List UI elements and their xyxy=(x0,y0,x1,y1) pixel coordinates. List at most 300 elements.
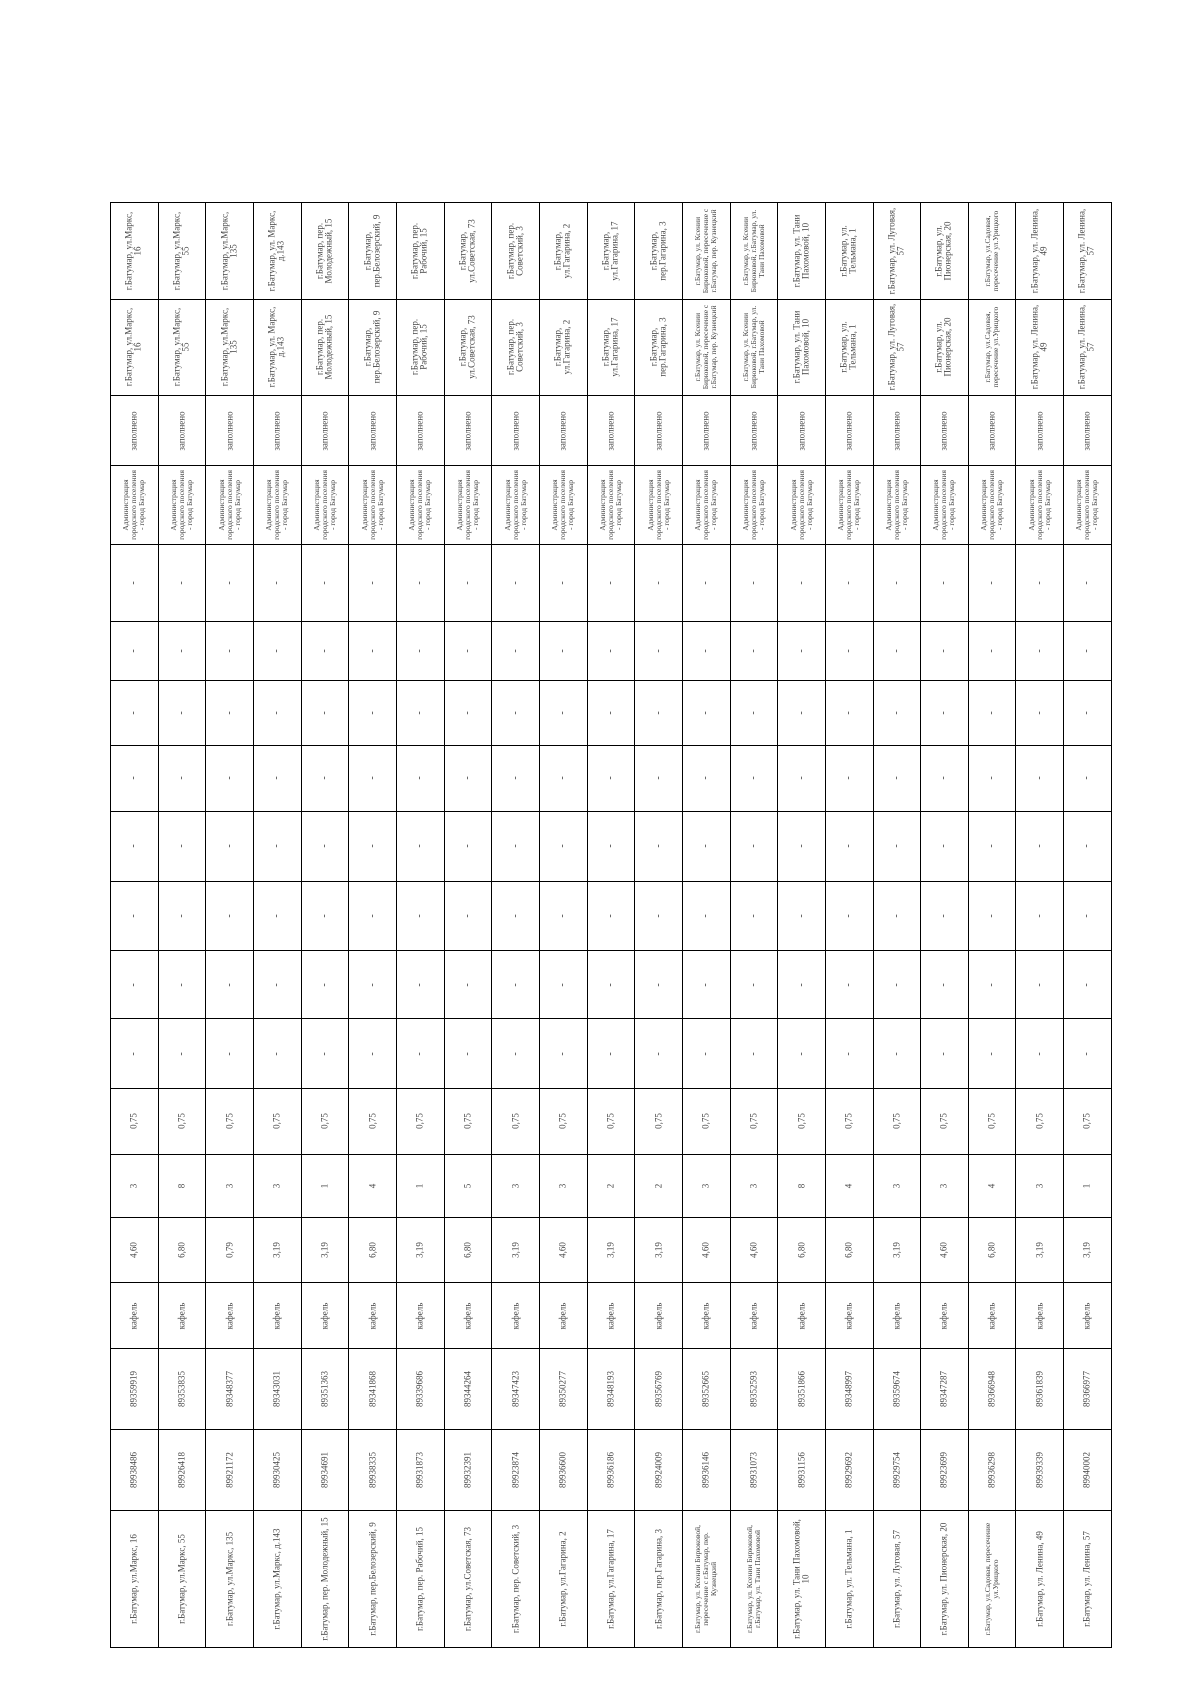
table-cell-surface-type xyxy=(682,1283,730,1349)
table-row-address-secondary xyxy=(111,299,1112,396)
cell-text-address-secondary: г.Батумар, ул.Маркс, 135 xyxy=(219,308,239,387)
table-cell-extra-5 xyxy=(158,746,206,812)
cell-text-extra-1: - xyxy=(318,1052,330,1056)
table-cell-extra-6 xyxy=(349,680,397,746)
cell-text-extra-6: - xyxy=(747,711,759,715)
cell-text-container-count: 3 xyxy=(128,1183,139,1189)
cell-text-latitude: 89936146 xyxy=(700,1452,711,1489)
table-cell-extra-4 xyxy=(968,811,1016,881)
table-cell-longitude xyxy=(158,1348,206,1429)
table-cell-owner xyxy=(1016,466,1064,545)
table-cell-owner xyxy=(587,466,635,545)
table-cell-address-primary xyxy=(349,203,397,300)
cell-text-extra-3: - xyxy=(1033,914,1045,918)
table-cell-extra-6 xyxy=(158,680,206,746)
cell-text-owner: Администрация городского поселения - город Батумар xyxy=(693,470,719,541)
cell-text-extra-5: - xyxy=(223,776,235,780)
table-cell-extra-2 xyxy=(968,951,1016,1019)
cell-text-extra-5: - xyxy=(985,776,997,780)
cell-text-extra-1: - xyxy=(1081,1052,1093,1056)
table-cell-address-primary xyxy=(158,203,206,300)
table-cell-extra-7 xyxy=(158,621,206,680)
table-row-address-primary xyxy=(111,203,1112,300)
cell-text-extra-3: - xyxy=(604,914,616,918)
table-cell-extra-3 xyxy=(587,881,635,951)
cell-text-extra-2: - xyxy=(414,983,426,987)
table-cell-address-primary xyxy=(492,203,540,300)
cell-text-extra-1: - xyxy=(128,1052,140,1056)
table-cell-location xyxy=(206,1511,254,1648)
table-cell-extra-7 xyxy=(492,621,540,680)
table-cell-latitude xyxy=(539,1430,587,1511)
cell-text-status: заполнено xyxy=(462,411,473,451)
cell-text-longitude: 89347287 xyxy=(938,1370,949,1407)
table-cell-extra-1 xyxy=(111,1019,159,1089)
table-cell-extra-2 xyxy=(1064,951,1112,1019)
table-cell-extra-3 xyxy=(444,881,492,951)
table-cell-address-primary xyxy=(396,203,444,300)
cell-text-area: 4,60 xyxy=(748,1242,759,1259)
cell-text-extra-5: - xyxy=(366,776,378,780)
cell-text-extra-1: - xyxy=(461,1052,473,1056)
cell-text-volume: 0,75 xyxy=(366,1113,377,1130)
cell-text-address-secondary: г.Батумар, ул. Ксении Бирюковой, г.Батумар, ул. Тани Пахомовой xyxy=(741,306,766,389)
cell-text-extra-2: - xyxy=(985,983,997,987)
cell-text-owner: Администрация городского поселения - город Батумар xyxy=(598,470,623,541)
cell-text-extra-8: - xyxy=(1033,581,1045,585)
table-cell-extra-1 xyxy=(778,1019,826,1089)
table-cell-longitude xyxy=(253,1348,301,1429)
table-cell-extra-1 xyxy=(349,1019,397,1089)
table-cell-extra-8 xyxy=(253,545,301,622)
cell-text-extra-4: - xyxy=(175,844,187,848)
cell-text-extra-3: - xyxy=(842,914,854,918)
table-cell-extra-8 xyxy=(968,545,1016,622)
table-cell-status xyxy=(778,396,826,466)
cell-text-location: г.Батумар, ул. Пионерская, 20 xyxy=(938,1522,949,1636)
cell-text-status: заполнено xyxy=(843,411,854,451)
table-cell-extra-2 xyxy=(206,951,254,1019)
cell-text-owner: Администрация городского поселения - город Батумар xyxy=(836,470,862,541)
table-cell-location xyxy=(682,1511,730,1648)
cell-text-address-secondary: г.Батумар, ул.Маркс, 55 xyxy=(171,308,191,387)
table-cell-extra-8 xyxy=(778,545,826,622)
cell-text-volume: 0,75 xyxy=(462,1113,473,1130)
cell-text-extra-2: - xyxy=(938,983,950,987)
table-cell-extra-7 xyxy=(111,621,159,680)
cell-text-extra-2: - xyxy=(509,983,521,987)
table-cell-container-count xyxy=(492,1154,540,1217)
table-cell-extra-1 xyxy=(444,1019,492,1089)
cell-text-container-count: 8 xyxy=(176,1183,187,1189)
table-cell-location xyxy=(730,1511,778,1648)
cell-text-location: г.Батумар, пер. Рабочий, 15 xyxy=(414,1526,425,1631)
table-cell-latitude xyxy=(111,1430,159,1511)
table-cell-longitude xyxy=(111,1348,159,1429)
cell-text-latitude: 89929754 xyxy=(891,1452,902,1489)
table-cell-location xyxy=(444,1511,492,1648)
cell-text-address-primary: г.Батумар, ул. Ксении Бирюковой, г.Батумар, ул. Тани Пахомовой xyxy=(741,209,766,293)
table-cell-address-primary xyxy=(539,203,587,300)
table-cell-status xyxy=(682,396,730,466)
table-cell-extra-7 xyxy=(349,621,397,680)
cell-text-extra-3: - xyxy=(795,914,807,918)
table-cell-owner xyxy=(539,466,587,545)
table-cell-volume xyxy=(111,1089,159,1155)
cell-text-address-secondary: г.Батумар, ул.Маркс, 16 xyxy=(123,308,144,387)
cell-text-surface-type: кафель xyxy=(462,1302,473,1330)
table-cell-area xyxy=(730,1217,778,1283)
cell-text-extra-1: - xyxy=(604,1052,616,1056)
cell-text-area: 6,80 xyxy=(366,1242,377,1259)
table-cell-extra-3 xyxy=(396,881,444,951)
table-cell-extra-4 xyxy=(206,811,254,881)
cell-text-surface-type: кафель xyxy=(1081,1302,1092,1330)
cell-text-extra-3: - xyxy=(556,914,568,918)
cell-text-area: 3,19 xyxy=(891,1242,902,1259)
cell-text-extra-7: - xyxy=(842,648,854,653)
cell-text-extra-4: - xyxy=(699,844,711,848)
cell-text-longitude: 89348997 xyxy=(843,1370,854,1407)
cell-text-extra-4: - xyxy=(318,844,330,848)
cell-text-volume: 0,75 xyxy=(891,1113,902,1130)
table-row-extra-7 xyxy=(111,621,1112,680)
table-cell-extra-3 xyxy=(539,881,587,951)
cell-text-extra-5: - xyxy=(652,776,664,780)
cell-text-extra-2: - xyxy=(271,983,283,987)
table-cell-owner xyxy=(158,466,206,545)
table-cell-owner xyxy=(253,466,301,545)
cell-text-volume: 0,75 xyxy=(223,1113,234,1130)
cell-text-extra-8: - xyxy=(461,581,473,585)
table-cell-address-secondary xyxy=(349,299,397,396)
cell-text-extra-2: - xyxy=(128,983,140,987)
cell-text-volume: 0,75 xyxy=(557,1113,568,1130)
cell-text-location: г.Батумар, ул.Маркс, д.143 xyxy=(271,1528,282,1630)
table-cell-area xyxy=(825,1217,873,1283)
cell-text-address-primary: г.Батумар, ул. Маркс, д.143 xyxy=(266,210,287,292)
cell-text-extra-6: - xyxy=(842,711,854,715)
table-cell-extra-2 xyxy=(778,951,826,1019)
cell-text-container-count: 3 xyxy=(748,1183,759,1189)
table-cell-address-secondary xyxy=(444,299,492,396)
cell-text-extra-4: - xyxy=(985,844,997,848)
table-cell-surface-type xyxy=(349,1283,397,1349)
cell-text-extra-6: - xyxy=(890,711,902,715)
cell-text-address-secondary: г.Батумар, ул. Тани Пахомовой, 10 xyxy=(791,311,811,384)
cell-text-volume: 0,75 xyxy=(509,1113,520,1130)
table-cell-status xyxy=(111,396,159,466)
cell-text-extra-7: - xyxy=(890,648,902,653)
cell-text-volume: 0,75 xyxy=(652,1113,663,1130)
table-cell-volume xyxy=(1064,1089,1112,1155)
cell-text-latitude: 89930425 xyxy=(271,1452,282,1489)
table-cell-extra-6 xyxy=(587,680,635,746)
table-cell-surface-type xyxy=(1064,1283,1112,1349)
cell-text-longitude: 89348377 xyxy=(223,1370,234,1407)
cell-text-extra-5: - xyxy=(938,776,950,780)
table-cell-container-count xyxy=(730,1154,778,1217)
cell-text-location: г.Батумар, ул. Луговая, 57 xyxy=(891,1530,902,1628)
cell-text-extra-8: - xyxy=(1081,581,1093,585)
cell-text-location: г.Батумар, пер.Гагарина, 3 xyxy=(652,1528,663,1629)
table-row-extra-4 xyxy=(111,811,1112,881)
table-cell-extra-8 xyxy=(539,545,587,622)
cell-text-extra-3: - xyxy=(271,914,283,918)
table-cell-volume xyxy=(492,1089,540,1155)
table-cell-container-count xyxy=(158,1154,206,1217)
table-cell-extra-7 xyxy=(206,621,254,680)
table-cell-surface-type xyxy=(825,1283,873,1349)
cell-text-latitude: 89934691 xyxy=(319,1452,330,1489)
table-cell-address-primary xyxy=(921,203,969,300)
cell-text-surface-type: кафель xyxy=(986,1302,997,1330)
table-cell-extra-3 xyxy=(968,881,1016,951)
cell-text-latitude: 89931073 xyxy=(748,1452,759,1489)
table-cell-extra-1 xyxy=(539,1019,587,1089)
cell-text-container-count: 3 xyxy=(557,1183,568,1189)
table-cell-surface-type xyxy=(253,1283,301,1349)
table-cell-location xyxy=(921,1511,969,1648)
cell-text-latitude: 89931156 xyxy=(795,1452,806,1488)
registry-table xyxy=(110,202,1112,1648)
cell-text-latitude: 89923699 xyxy=(938,1452,949,1489)
cell-text-extra-7: - xyxy=(461,648,473,653)
cell-text-address-primary: г.Батумар, пер. Молодежный, 15 xyxy=(314,218,334,284)
table-cell-longitude xyxy=(730,1348,778,1429)
cell-text-address-secondary: г.Батумар, пер. Молодежный, 15 xyxy=(314,315,334,380)
table-cell-extra-8 xyxy=(396,545,444,622)
cell-text-extra-8: - xyxy=(652,581,664,585)
table-cell-area xyxy=(587,1217,635,1283)
cell-text-extra-1: - xyxy=(223,1052,235,1056)
table-cell-extra-6 xyxy=(111,680,159,746)
cell-text-extra-5: - xyxy=(414,776,426,780)
table-cell-extra-6 xyxy=(396,680,444,746)
cell-text-status: заполнено xyxy=(795,411,806,451)
table-cell-longitude xyxy=(635,1348,683,1429)
table-cell-surface-type xyxy=(206,1283,254,1349)
cell-text-extra-2: - xyxy=(890,983,902,987)
table-cell-volume xyxy=(444,1089,492,1155)
table-cell-extra-6 xyxy=(682,680,730,746)
table-cell-extra-2 xyxy=(825,951,873,1019)
cell-text-area: 0,79 xyxy=(223,1242,234,1259)
cell-text-latitude: 89923874 xyxy=(509,1452,520,1489)
table-cell-location xyxy=(825,1511,873,1648)
table-cell-extra-3 xyxy=(1016,881,1064,951)
table-cell-extra-2 xyxy=(873,951,921,1019)
table-cell-extra-1 xyxy=(682,1019,730,1089)
cell-text-container-count: 3 xyxy=(1034,1183,1045,1189)
cell-text-container-count: 2 xyxy=(652,1183,663,1189)
table-cell-longitude xyxy=(349,1348,397,1429)
cell-text-location: г.Батумар, ул.Гагарина, 17 xyxy=(605,1529,616,1629)
cell-text-extra-6: - xyxy=(699,711,711,715)
table-cell-container-count xyxy=(444,1154,492,1217)
cell-text-surface-type: кафель xyxy=(557,1302,568,1330)
table-cell-volume xyxy=(921,1089,969,1155)
cell-text-longitude: 89352593 xyxy=(748,1370,759,1407)
cell-text-area: 4,60 xyxy=(938,1242,949,1259)
cell-text-status: заполнено xyxy=(366,411,377,451)
table-cell-surface-type xyxy=(111,1283,159,1349)
cell-text-longitude: 89352665 xyxy=(700,1370,711,1407)
cell-text-extra-6: - xyxy=(604,711,616,715)
cell-text-area: 3,19 xyxy=(605,1242,616,1259)
cell-text-volume: 0,75 xyxy=(938,1113,949,1130)
cell-text-area: 3,19 xyxy=(1081,1242,1092,1259)
cell-text-container-count: 3 xyxy=(700,1183,711,1189)
cell-text-latitude: 89938335 xyxy=(366,1452,377,1489)
cell-text-owner: Администрация городского поселения - город Батумар xyxy=(884,470,909,541)
table-cell-volume xyxy=(730,1089,778,1155)
cell-text-extra-6: - xyxy=(795,711,807,715)
cell-text-extra-3: - xyxy=(318,914,330,918)
table-cell-area xyxy=(873,1217,921,1283)
cell-text-extra-8: - xyxy=(842,581,854,585)
table-cell-extra-5 xyxy=(111,746,159,812)
table-cell-container-count xyxy=(682,1154,730,1217)
cell-text-container-count: 4 xyxy=(986,1183,997,1189)
cell-text-latitude: 89936298 xyxy=(986,1452,997,1489)
cell-text-status: заполнено xyxy=(271,411,282,451)
cell-text-location: г.Батумар, пер. Советский, 3 xyxy=(509,1524,520,1634)
cell-text-volume: 0,75 xyxy=(271,1113,282,1130)
cell-text-extra-6: - xyxy=(556,711,568,715)
table-cell-address-primary xyxy=(873,203,921,300)
cell-text-surface-type: кафель xyxy=(128,1302,139,1330)
table-cell-owner xyxy=(682,466,730,545)
cell-text-extra-7: - xyxy=(1081,648,1093,653)
cell-text-extra-8: - xyxy=(128,581,140,585)
table-cell-extra-5 xyxy=(682,746,730,812)
cell-text-extra-1: - xyxy=(985,1052,997,1056)
table-cell-address-primary xyxy=(587,203,635,300)
table-cell-extra-5 xyxy=(778,746,826,812)
table-cell-container-count xyxy=(206,1154,254,1217)
table-cell-volume xyxy=(1016,1089,1064,1155)
cell-text-surface-type: кафель xyxy=(605,1302,616,1330)
cell-text-extra-8: - xyxy=(795,581,807,585)
cell-text-address-secondary: г.Батумар, ул.Садовая, пересечение ул.Урицкого xyxy=(983,307,1001,388)
cell-text-extra-4: - xyxy=(890,844,902,848)
cell-text-extra-8: - xyxy=(985,581,997,585)
table-cell-container-count xyxy=(873,1154,921,1217)
table-cell-address-secondary xyxy=(587,299,635,396)
table-cell-area xyxy=(1016,1217,1064,1283)
table-cell-extra-2 xyxy=(587,951,635,1019)
cell-text-location: г.Батумар, ул.Гагарина, 2 xyxy=(557,1531,568,1627)
cell-text-container-count: 2 xyxy=(605,1183,616,1189)
cell-text-address-secondary: г.Батумар, ул. Пионерская, 20 xyxy=(934,317,954,377)
cell-text-extra-8: - xyxy=(938,581,950,585)
table-cell-address-primary xyxy=(301,203,349,300)
cell-text-owner: Администрация городского поселения - город Батумар xyxy=(741,470,766,541)
cell-text-extra-2: - xyxy=(1081,983,1093,987)
cell-text-location: г.Батумар, ул. Ленина, 57 xyxy=(1081,1531,1092,1627)
table-cell-extra-6 xyxy=(444,680,492,746)
cell-text-status: заполнено xyxy=(652,411,663,451)
cell-text-extra-7: - xyxy=(652,648,664,653)
table-cell-extra-7 xyxy=(444,621,492,680)
cell-text-extra-7: - xyxy=(271,648,283,653)
table-cell-volume xyxy=(349,1089,397,1155)
cell-text-area: 6,80 xyxy=(176,1242,187,1259)
table-cell-extra-7 xyxy=(825,621,873,680)
cell-text-surface-type: кафель xyxy=(652,1302,663,1330)
cell-text-longitude: 89344264 xyxy=(462,1370,473,1407)
cell-text-volume: 0,75 xyxy=(986,1113,997,1130)
table-cell-extra-3 xyxy=(492,881,540,951)
table-cell-address-secondary xyxy=(111,299,159,396)
table-cell-extra-8 xyxy=(921,545,969,622)
cell-text-address-secondary: г.Батумар, ул. Тельмана, 1 xyxy=(838,321,859,374)
table-cell-location xyxy=(111,1511,159,1648)
table-cell-surface-type xyxy=(539,1283,587,1349)
cell-text-extra-5: - xyxy=(1033,776,1045,780)
cell-text-container-count: 4 xyxy=(366,1183,377,1189)
table-cell-area xyxy=(682,1217,730,1283)
cell-text-extra-8: - xyxy=(223,581,235,585)
cell-text-location: г.Батумар, ул.Садовая, пересечение ул.Урицкого xyxy=(983,1522,1001,1636)
cell-text-volume: 0,75 xyxy=(176,1113,187,1130)
cell-text-area: 4,60 xyxy=(557,1242,568,1259)
cell-text-status: заполнено xyxy=(938,411,949,451)
table-cell-extra-8 xyxy=(158,545,206,622)
cell-text-latitude: 89939339 xyxy=(1034,1452,1045,1489)
cell-text-address-primary: г.Батумар, ул.Маркс, 135 xyxy=(219,211,239,291)
cell-text-extra-4: - xyxy=(1033,844,1045,848)
cell-text-longitude: 89361839 xyxy=(1034,1370,1045,1407)
table-cell-status xyxy=(873,396,921,466)
table-cell-volume xyxy=(253,1089,301,1155)
table-cell-location xyxy=(301,1511,349,1648)
cell-text-address-primary: г.Батумар, ул. Ксении Бирюковой, пересечение с г.Батумар, пер. Кузнецкий xyxy=(693,208,719,294)
cell-text-extra-6: - xyxy=(366,711,378,715)
table-cell-status xyxy=(301,396,349,466)
cell-text-extra-3: - xyxy=(699,914,711,918)
table-cell-extra-3 xyxy=(825,881,873,951)
cell-text-surface-type: кафель xyxy=(700,1302,711,1330)
cell-text-extra-2: - xyxy=(1033,983,1045,987)
table-cell-extra-4 xyxy=(682,811,730,881)
cell-text-extra-6: - xyxy=(938,711,950,715)
cell-text-volume: 0,75 xyxy=(795,1113,806,1130)
cell-text-container-count: 3 xyxy=(938,1183,949,1189)
table-cell-container-count xyxy=(1016,1154,1064,1217)
table-cell-extra-6 xyxy=(301,680,349,746)
table-cell-longitude xyxy=(778,1348,826,1429)
cell-text-extra-6: - xyxy=(271,711,283,715)
cell-text-extra-6: - xyxy=(1033,711,1045,715)
table-cell-longitude xyxy=(444,1348,492,1429)
table-cell-longitude xyxy=(921,1348,969,1429)
table-cell-longitude xyxy=(968,1348,1016,1429)
cell-text-address-primary: г.Батумар, ул.Садовая, пересечение ул.Урицкого xyxy=(983,210,1001,292)
table-cell-extra-8 xyxy=(682,545,730,622)
cell-text-extra-8: - xyxy=(414,581,426,585)
cell-text-extra-4: - xyxy=(509,844,521,848)
table-cell-extra-4 xyxy=(921,811,969,881)
table-cell-container-count xyxy=(587,1154,635,1217)
cell-text-area: 3,19 xyxy=(1034,1242,1045,1259)
table-cell-extra-7 xyxy=(778,621,826,680)
cell-text-address-secondary: г.Батумар, ул. Ленина, 57 xyxy=(1077,305,1097,390)
table-cell-extra-1 xyxy=(1064,1019,1112,1089)
table-cell-owner xyxy=(1064,466,1112,545)
table-cell-container-count xyxy=(968,1154,1016,1217)
